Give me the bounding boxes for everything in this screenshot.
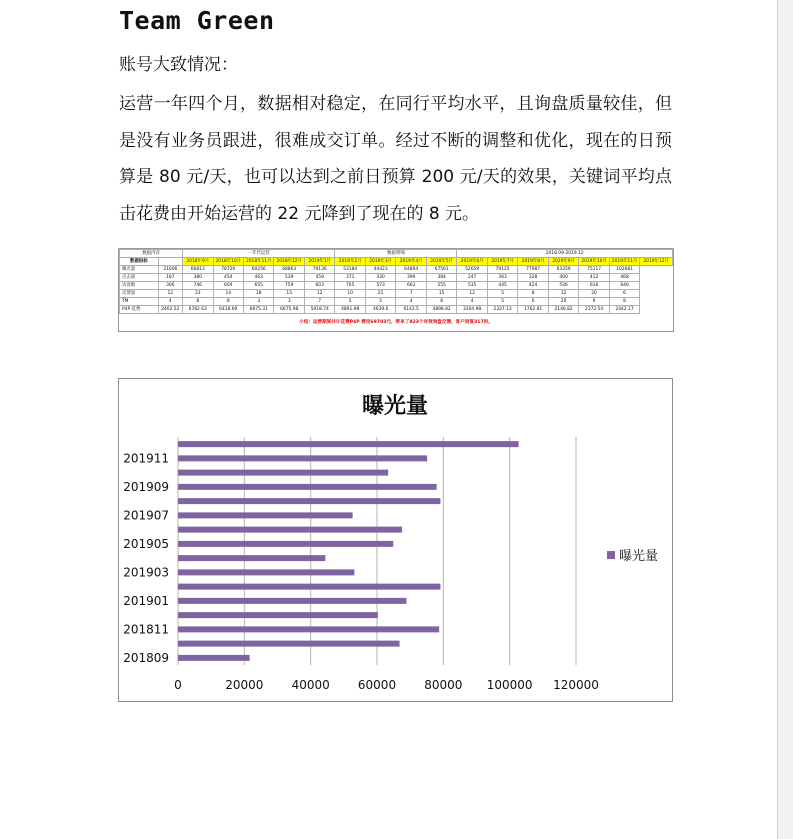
table-cell: 468	[609, 274, 639, 282]
table-cell: 371	[335, 274, 365, 282]
y-tick-label: 201809	[123, 650, 169, 665]
table-row	[120, 290, 673, 298]
table-cell: 20	[579, 290, 609, 298]
table-cell: 1762.81	[518, 306, 548, 314]
table-cell: 53184	[335, 266, 365, 274]
table-cell: 7	[304, 298, 334, 306]
table-cell: 4898.82	[426, 306, 457, 314]
table-cell: 6675.98	[274, 306, 304, 314]
bar-201911	[178, 455, 427, 461]
month-header: 2019年5月	[426, 258, 457, 266]
table-cell: 12	[548, 290, 578, 298]
table-cell: 5	[487, 290, 517, 298]
table-cell: 6782.63	[183, 306, 213, 314]
table-cell: 363	[487, 274, 517, 282]
body-paragraph: 运营一年四个月，数据相对稳定，在同行平均水平，且询盘质量较佳，但是没有业务员跟进，很难成交订单。经过不断的调整和优化，现在的日预算是 80 元/天，也可以达到之前日预算 200 元/天的效果，关键词平均点击花费由开始运营的 22 元降到了现在的 8 元。	[119, 94, 672, 224]
bar-201904	[178, 555, 325, 561]
table-cell: 454	[213, 274, 243, 282]
table-cell: 573	[365, 282, 395, 290]
table-cell: 603	[304, 282, 334, 290]
month-header: 2019年8月	[518, 258, 548, 266]
table-cell: 328	[518, 274, 548, 282]
table-cell: 63359	[548, 266, 578, 274]
x-tick-label: 0	[174, 678, 182, 692]
section-subtitle: 账号大致情况：	[119, 55, 238, 75]
table-cell: 6142.5	[396, 306, 426, 314]
table-cell: 3	[274, 298, 304, 306]
chart-title: 曝光量	[361, 394, 429, 419]
table-cell: 67561	[426, 266, 457, 274]
table-cell: 306	[158, 282, 182, 290]
table-cell: 616	[579, 282, 609, 290]
y-tick-label: 201911	[123, 451, 169, 466]
bar-201912	[178, 441, 519, 447]
month-header: 2018年11月	[243, 258, 273, 266]
data-table	[119, 249, 673, 314]
month-header: 2019年11月	[609, 258, 639, 266]
table-cell: 20	[548, 298, 578, 306]
bar-201905	[178, 541, 393, 547]
month-header: 2018年12月	[274, 258, 304, 266]
row-label: 访客数	[120, 282, 159, 290]
table-cell: 18	[243, 290, 273, 298]
table-cell: 247	[457, 274, 487, 282]
bar-201908	[178, 498, 440, 504]
table-row	[120, 306, 673, 314]
x-tick-label: 20000	[225, 678, 264, 692]
bar-201909	[178, 484, 437, 490]
table-cell: 60256	[243, 266, 273, 274]
table-cell: 330	[365, 274, 395, 282]
table-cell: 400	[548, 274, 578, 282]
table-row	[120, 298, 673, 306]
table-cell: 8	[426, 298, 457, 306]
table-cell: 746	[183, 282, 213, 290]
y-tick-label: 201811	[123, 622, 169, 637]
row-label: 曝光量	[120, 266, 159, 274]
table-cell: 75117	[579, 266, 609, 274]
table-cell: 539	[274, 274, 304, 282]
table-cell: 663	[396, 282, 426, 290]
bar-201810	[178, 641, 400, 647]
data-table-image	[118, 248, 674, 332]
table-cell: 5918.74	[304, 306, 334, 314]
table-cell: 399	[396, 274, 426, 282]
bar-201812	[178, 612, 378, 618]
row-label: P4P 花费	[120, 306, 159, 314]
table-cell: 459	[304, 274, 334, 282]
table-cell: 79125	[487, 266, 517, 274]
row-label: 点击量	[120, 274, 159, 282]
table-cell: 12	[304, 290, 334, 298]
table-cell: 380	[183, 274, 213, 282]
row-label: 反馈量	[120, 290, 159, 298]
table-cell: 759	[274, 282, 304, 290]
bar-201901	[178, 598, 406, 604]
table-cell: 3204.98	[457, 306, 487, 314]
table-month-row	[120, 258, 673, 266]
table-cell: 9	[579, 298, 609, 306]
table-group-header-row	[120, 250, 673, 258]
bar-chart	[119, 379, 672, 701]
month-header: 2019年6月	[457, 258, 487, 266]
table-cell: 23	[183, 290, 213, 298]
table-cell: 4891.98	[335, 306, 365, 314]
y-tick-label: 201907	[123, 508, 169, 523]
scroll-gutter[interactable]	[778, 0, 793, 839]
table-cell: 535	[457, 282, 487, 290]
table-cell: 412	[579, 274, 609, 282]
x-tick-label: 60000	[357, 678, 397, 692]
table-cell: 646	[609, 282, 639, 290]
table-cell: 536	[548, 282, 578, 290]
table-cell: 4639.6	[365, 306, 395, 314]
table-cell: 384	[426, 274, 457, 282]
y-tick-label: 201903	[123, 565, 169, 580]
table-cell: 445	[487, 282, 517, 290]
table-cell: 6	[518, 298, 548, 306]
month-header: 2019年3月	[365, 258, 395, 266]
table-cell: 8	[518, 290, 548, 298]
table-cell: 12	[457, 290, 487, 298]
table-cell: 2442.17	[609, 306, 639, 314]
table-cell: 4	[396, 298, 426, 306]
table-cell: 2402.52	[158, 306, 182, 314]
table-row	[120, 282, 673, 290]
table-cell: 102681	[609, 266, 639, 274]
y-tick-label: 201909	[123, 479, 169, 494]
table-cell: 5	[365, 298, 395, 306]
table-row	[120, 266, 673, 274]
table-cell: 77987	[518, 266, 548, 274]
table-cell: 2327.13	[487, 306, 517, 314]
table-cell: 21	[365, 290, 395, 298]
month-header: 2019年2月	[335, 258, 365, 266]
bar-201906	[178, 527, 402, 533]
table-cell: 15	[274, 290, 304, 298]
table-cell: 424	[518, 282, 548, 290]
x-tick-label: 120000	[553, 678, 599, 692]
table-cell: 52659	[457, 266, 487, 274]
table-cell: 14	[213, 290, 243, 298]
table-cell: 3	[243, 298, 273, 306]
table-cell: 187	[158, 274, 182, 282]
table-note: 小结：运营期间共计花费P4P 费用69703元，带来了923个有效询盘反馈，客户回复317封。	[299, 320, 493, 325]
x-tick-label: 100000	[486, 678, 533, 692]
table-cell: 8	[213, 298, 243, 306]
table-cell: 4	[158, 298, 182, 306]
table-cell: 6418.69	[213, 306, 243, 314]
empty-cell	[158, 258, 182, 266]
table-cell: 765	[335, 282, 365, 290]
month-header: 2019年7月	[487, 258, 517, 266]
table-row	[120, 274, 673, 282]
group-header: 2018.09-2019.12	[457, 250, 673, 258]
month-header: 2019年12月	[640, 258, 673, 266]
table-cell: 21606	[158, 266, 182, 274]
month-header: 2018年9月	[183, 258, 213, 266]
table-cell: 68863	[274, 266, 304, 274]
bar-201907	[178, 512, 353, 518]
y-tick-label: 201901	[123, 593, 169, 608]
table-cell: 6	[609, 290, 639, 298]
bar-201809	[178, 655, 250, 661]
bar-201811	[178, 626, 439, 632]
group-header: 数据内容	[120, 250, 183, 258]
chart-frame	[118, 378, 673, 702]
month-header: 2019年4月	[396, 258, 426, 266]
table-cell: 79136	[304, 266, 334, 274]
table-cell: 5	[335, 298, 365, 306]
table-cell: 44423	[365, 266, 395, 274]
table-cell: 463	[243, 274, 273, 282]
table-cell: 8	[183, 298, 213, 306]
table-cell: 10	[335, 290, 365, 298]
row-label: TM	[120, 298, 159, 306]
table-cell: 15	[426, 290, 457, 298]
table-cell: 12	[158, 290, 182, 298]
month-header: 2019年1月	[304, 258, 334, 266]
y-tick-label: 201905	[123, 536, 169, 551]
month-header: 2019年9月	[548, 258, 578, 266]
bar-201902	[178, 584, 440, 590]
month-header: 2018年10月	[213, 258, 243, 266]
table-cell: 555	[426, 282, 457, 290]
table-cell: 6875.31	[243, 306, 273, 314]
x-tick-label: 80000	[424, 678, 463, 692]
table-cell: 64894	[396, 266, 426, 274]
legend-label: 曝光量	[619, 549, 659, 564]
bar-201903	[178, 569, 354, 575]
table-cell: 78729	[213, 266, 243, 274]
table-cell: 7	[396, 290, 426, 298]
table-cell: 2172.54	[579, 306, 609, 314]
legend-swatch	[607, 551, 615, 559]
group-header: 数据明细	[335, 250, 457, 258]
table-cell: 8	[609, 298, 639, 306]
table-cell: 4	[457, 298, 487, 306]
table-cell: 66813	[183, 266, 213, 274]
account-label: 数据指标	[120, 258, 159, 266]
bar-201910	[178, 470, 388, 476]
group-header: 一年代运营	[183, 250, 335, 258]
table-cell: 604	[213, 282, 243, 290]
table-cell: 2146.82	[548, 306, 578, 314]
month-header: 2019年10月	[579, 258, 609, 266]
x-tick-label: 40000	[291, 678, 330, 692]
document-title: Team Green	[119, 6, 275, 35]
table-cell: 5	[487, 298, 517, 306]
table-cell: 655	[243, 282, 273, 290]
